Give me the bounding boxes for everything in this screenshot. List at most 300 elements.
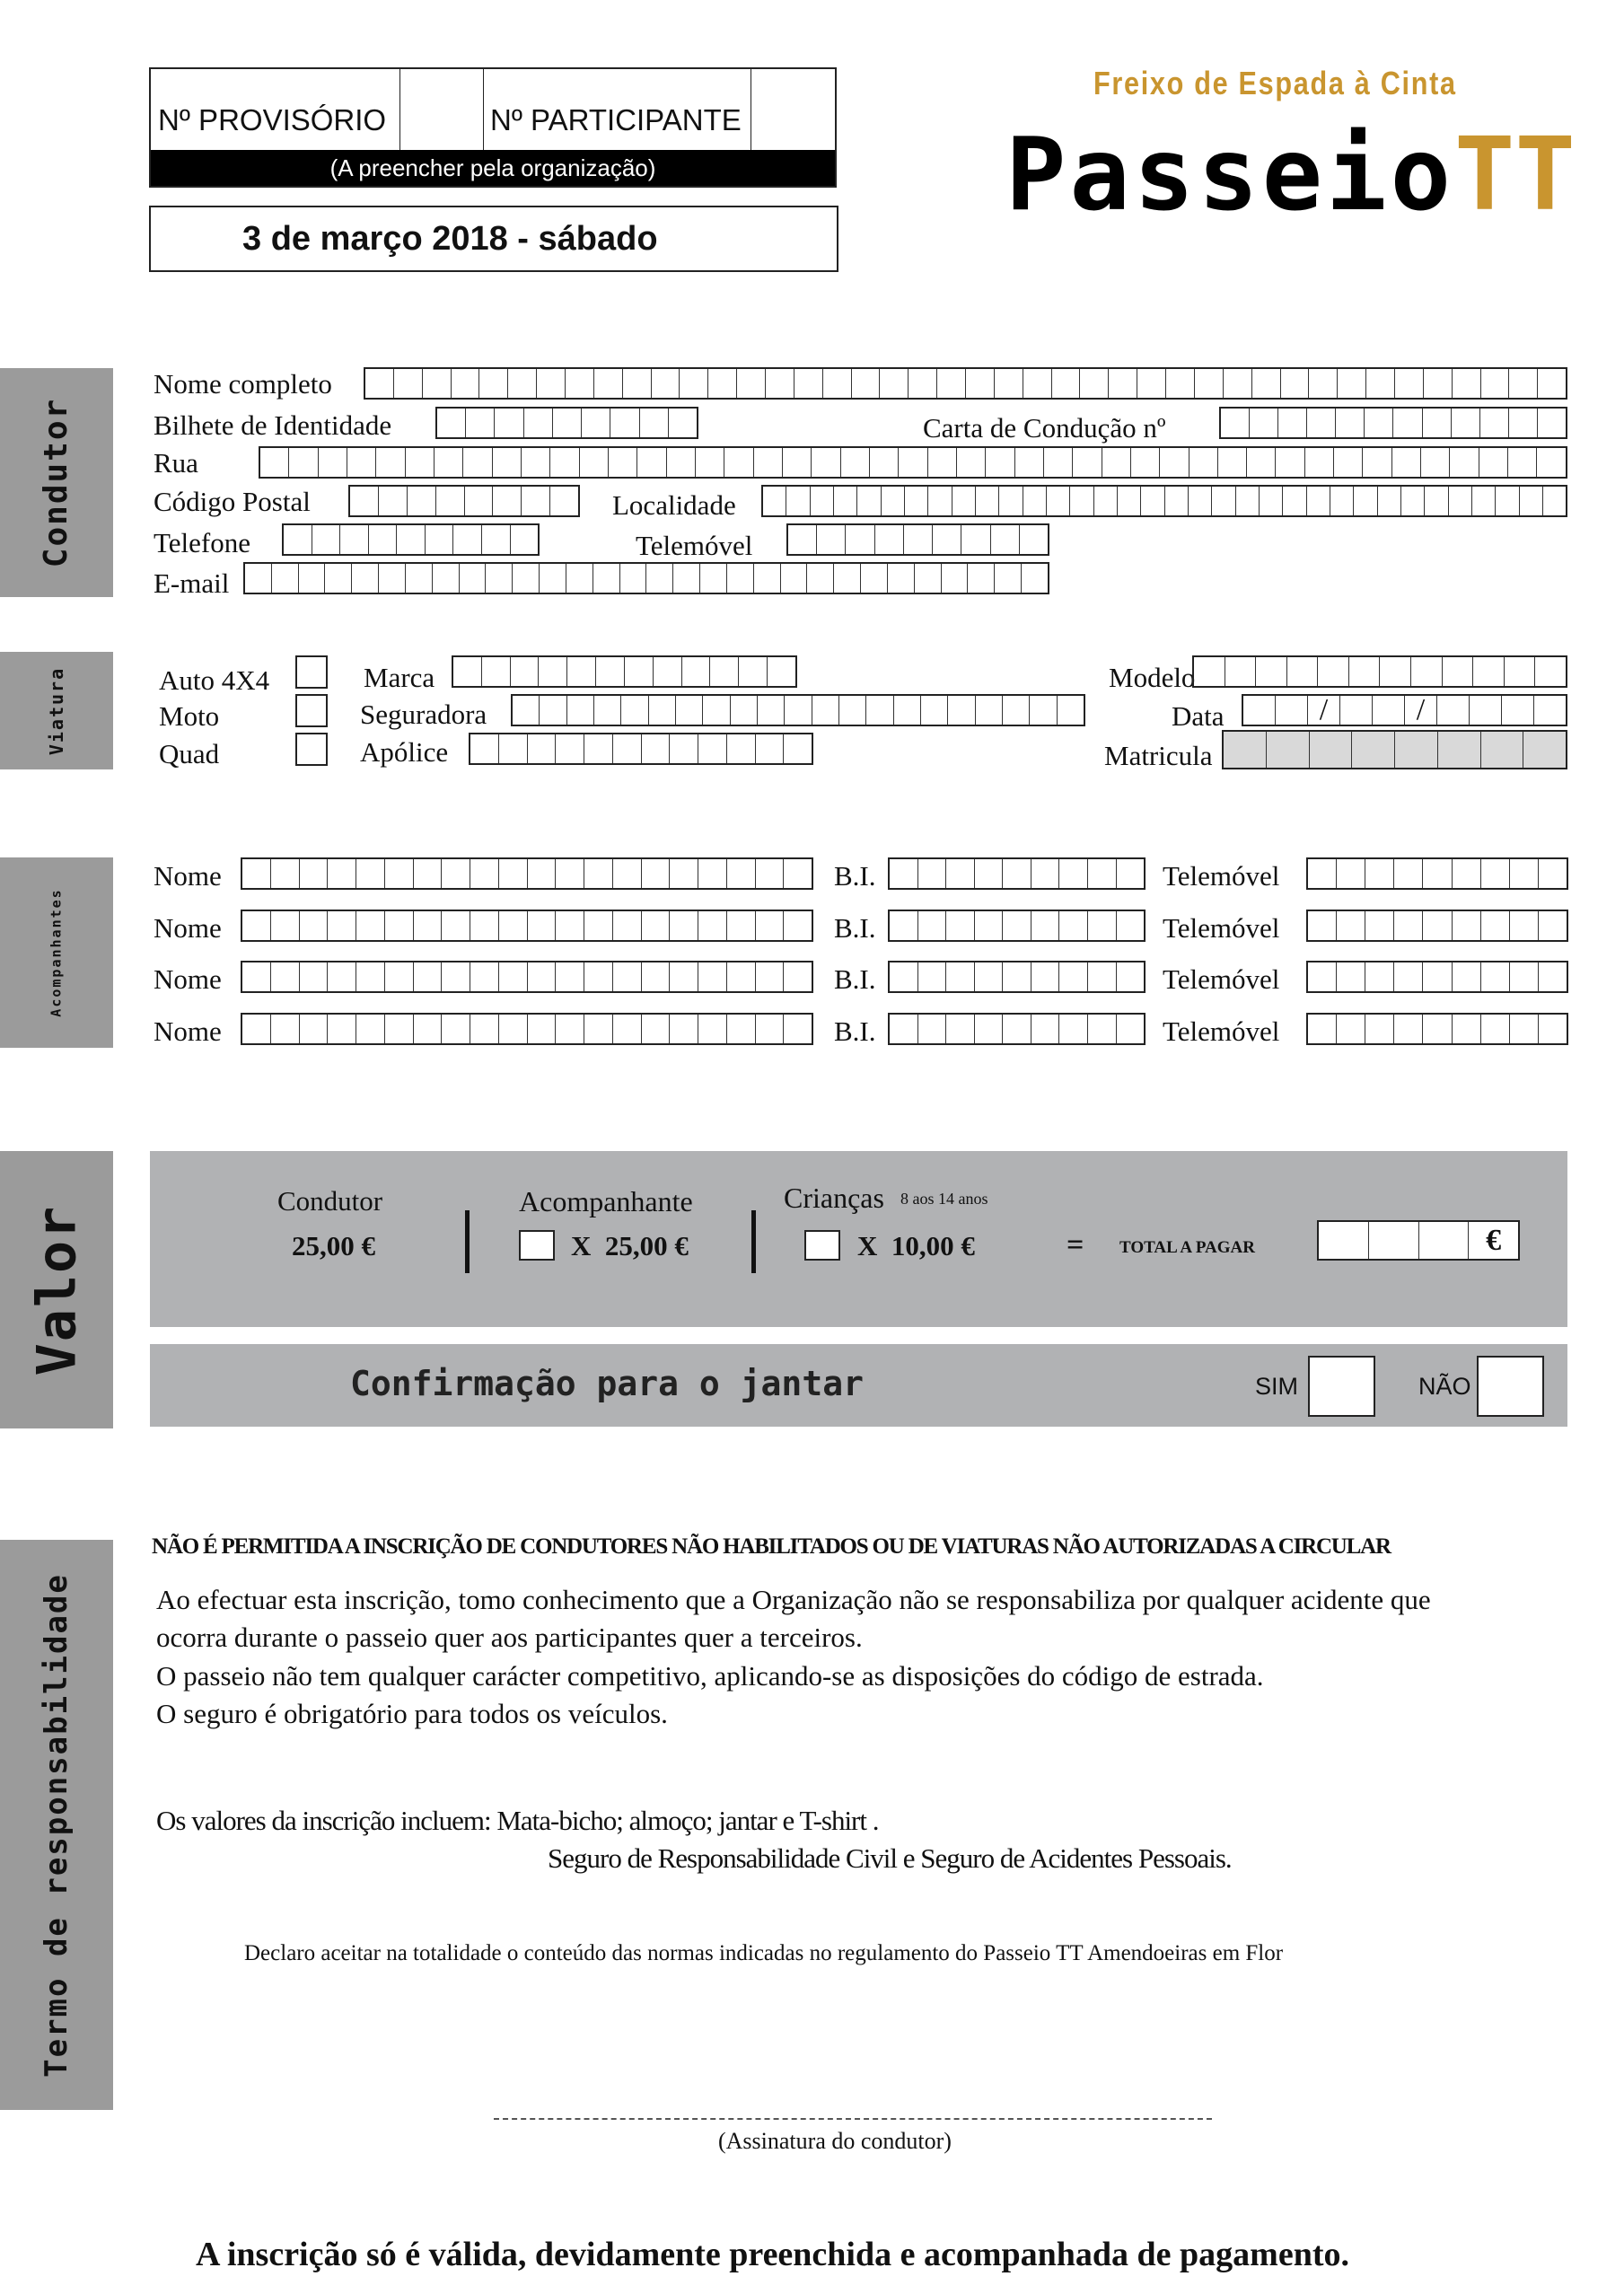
localidade-field[interactable] bbox=[761, 485, 1567, 517]
acomp-telemovel-field[interactable] bbox=[1306, 961, 1568, 993]
char-cell[interactable] bbox=[584, 1015, 613, 1043]
char-cell[interactable] bbox=[817, 525, 846, 554]
char-cell[interactable] bbox=[1535, 657, 1566, 686]
char-cell[interactable] bbox=[613, 859, 642, 888]
char-cell[interactable] bbox=[365, 369, 394, 398]
char-cell[interactable] bbox=[596, 657, 625, 686]
char-cell[interactable] bbox=[737, 369, 766, 398]
char-cell[interactable] bbox=[754, 564, 781, 593]
char-cell[interactable] bbox=[670, 911, 698, 940]
matricula-field[interactable] bbox=[1222, 730, 1567, 769]
char-cell[interactable] bbox=[470, 1015, 499, 1043]
char-cell[interactable] bbox=[642, 859, 671, 888]
char-cell[interactable] bbox=[1450, 448, 1479, 477]
char-cell[interactable] bbox=[1365, 409, 1393, 437]
char-cell[interactable] bbox=[1059, 1015, 1088, 1043]
char-cell[interactable] bbox=[811, 487, 834, 515]
char-cell[interactable] bbox=[426, 525, 454, 554]
char-cell[interactable] bbox=[433, 564, 460, 593]
char-cell[interactable] bbox=[937, 369, 966, 398]
char-cell[interactable] bbox=[1059, 962, 1088, 991]
char-cell[interactable] bbox=[621, 696, 648, 725]
char-cell[interactable] bbox=[1137, 369, 1166, 398]
char-cell[interactable] bbox=[986, 448, 1014, 477]
char-cell[interactable] bbox=[670, 1015, 698, 1043]
char-cell[interactable] bbox=[915, 564, 942, 593]
char-cell[interactable] bbox=[394, 369, 423, 398]
auto-checkbox[interactable] bbox=[295, 655, 328, 689]
char-cell[interactable] bbox=[1023, 369, 1052, 398]
char-cell[interactable] bbox=[435, 448, 463, 477]
char-cell[interactable] bbox=[1003, 1015, 1031, 1043]
char-cell[interactable] bbox=[376, 448, 405, 477]
char-cell[interactable] bbox=[436, 487, 465, 515]
char-cell[interactable] bbox=[1224, 369, 1252, 398]
jantar-sim-checkbox[interactable] bbox=[1308, 1356, 1375, 1417]
char-cell[interactable] bbox=[710, 657, 739, 686]
acomp-nome-field[interactable] bbox=[241, 1013, 813, 1045]
char-cell[interactable] bbox=[613, 734, 642, 763]
char-cell[interactable] bbox=[1340, 696, 1373, 725]
char-cell[interactable] bbox=[870, 448, 899, 477]
char-cell[interactable] bbox=[340, 525, 369, 554]
char-cell[interactable] bbox=[890, 962, 918, 991]
char-cell[interactable] bbox=[479, 369, 508, 398]
char-cell[interactable] bbox=[670, 734, 698, 763]
acomp-bi-field[interactable] bbox=[888, 910, 1146, 942]
char-cell[interactable] bbox=[1481, 859, 1510, 888]
char-cell[interactable] bbox=[857, 487, 881, 515]
char-cell[interactable] bbox=[1523, 732, 1566, 768]
char-cell[interactable] bbox=[466, 409, 495, 437]
char-cell[interactable] bbox=[696, 448, 724, 477]
char-cell[interactable] bbox=[482, 525, 511, 554]
signature-line[interactable] bbox=[494, 2118, 1212, 2120]
char-cell[interactable] bbox=[784, 1015, 812, 1043]
char-cell[interactable] bbox=[1480, 409, 1509, 437]
char-cell[interactable] bbox=[899, 448, 927, 477]
char-cell[interactable] bbox=[727, 962, 756, 991]
char-cell[interactable] bbox=[1278, 409, 1307, 437]
char-cell[interactable] bbox=[1425, 487, 1448, 515]
char-cell[interactable] bbox=[1509, 369, 1538, 398]
char-cell[interactable] bbox=[1539, 962, 1567, 991]
char-cell[interactable] bbox=[328, 962, 356, 991]
char-cell[interactable] bbox=[1308, 962, 1337, 991]
char-cell[interactable] bbox=[1194, 657, 1225, 686]
char-cell[interactable] bbox=[768, 657, 795, 686]
char-cell[interactable] bbox=[1088, 911, 1117, 940]
char-cell[interactable] bbox=[260, 448, 289, 477]
char-cell[interactable] bbox=[739, 657, 768, 686]
carta-field[interactable] bbox=[1219, 407, 1567, 439]
char-cell[interactable] bbox=[528, 1015, 557, 1043]
char-cell[interactable] bbox=[437, 409, 466, 437]
char-cell[interactable] bbox=[1117, 1015, 1145, 1043]
apolice-field[interactable] bbox=[469, 733, 813, 765]
char-cell[interactable] bbox=[1411, 657, 1443, 686]
char-cell[interactable] bbox=[1338, 369, 1366, 398]
char-cell[interactable] bbox=[1481, 911, 1510, 940]
acomp-nome-field[interactable] bbox=[241, 857, 813, 890]
char-cell[interactable] bbox=[580, 448, 609, 477]
char-cell[interactable] bbox=[784, 962, 812, 991]
char-cell[interactable] bbox=[1330, 487, 1354, 515]
char-cell[interactable] bbox=[1509, 409, 1538, 437]
char-cell[interactable] bbox=[1479, 448, 1508, 477]
char-cell[interactable] bbox=[550, 487, 578, 515]
char-cell[interactable] bbox=[1453, 911, 1481, 940]
char-cell[interactable] bbox=[1394, 962, 1423, 991]
char-cell[interactable] bbox=[952, 487, 976, 515]
char-cell[interactable] bbox=[890, 911, 918, 940]
char-cell[interactable] bbox=[1470, 696, 1502, 725]
char-cell[interactable] bbox=[356, 1015, 385, 1043]
char-cell[interactable] bbox=[823, 369, 852, 398]
char-cell[interactable] bbox=[1401, 487, 1425, 515]
char-cell[interactable] bbox=[242, 1015, 271, 1043]
char-cell[interactable] bbox=[654, 657, 682, 686]
char-cell[interactable] bbox=[442, 1015, 470, 1043]
char-cell[interactable] bbox=[1276, 448, 1304, 477]
char-cell[interactable] bbox=[1003, 911, 1031, 940]
char-cell[interactable] bbox=[1369, 1222, 1419, 1259]
char-cell[interactable] bbox=[812, 696, 839, 725]
char-cell[interactable] bbox=[841, 448, 870, 477]
char-cell[interactable] bbox=[1380, 657, 1411, 686]
char-cell[interactable] bbox=[495, 409, 523, 437]
char-cell[interactable] bbox=[1260, 487, 1283, 515]
char-cell[interactable] bbox=[783, 448, 812, 477]
char-cell[interactable] bbox=[1307, 487, 1330, 515]
char-cell[interactable] bbox=[785, 696, 812, 725]
char-cell[interactable] bbox=[350, 487, 379, 515]
char-cell[interactable] bbox=[834, 564, 861, 593]
char-cell[interactable] bbox=[1502, 696, 1534, 725]
char-cell[interactable] bbox=[784, 734, 812, 763]
char-cell[interactable] bbox=[1044, 448, 1073, 477]
char-cell[interactable] bbox=[1437, 696, 1470, 725]
nome-completo-field[interactable] bbox=[364, 367, 1567, 400]
char-cell[interactable] bbox=[1538, 369, 1566, 398]
acomp-nome-field[interactable] bbox=[241, 961, 813, 993]
char-cell[interactable] bbox=[594, 369, 623, 398]
char-cell[interactable] bbox=[1337, 1015, 1365, 1043]
char-cell[interactable] bbox=[673, 564, 700, 593]
char-cell[interactable] bbox=[1496, 487, 1519, 515]
char-cell[interactable] bbox=[511, 525, 539, 554]
char-cell[interactable] bbox=[593, 564, 620, 593]
char-cell[interactable] bbox=[540, 696, 566, 725]
char-cell[interactable] bbox=[918, 911, 947, 940]
char-cell[interactable] bbox=[356, 962, 385, 991]
char-cell[interactable] bbox=[1393, 409, 1422, 437]
char-cell[interactable] bbox=[1505, 657, 1536, 686]
char-cell[interactable] bbox=[1395, 369, 1424, 398]
acomp-qty-box[interactable] bbox=[519, 1230, 555, 1261]
char-cell[interactable] bbox=[1395, 732, 1438, 768]
marca-field[interactable] bbox=[452, 655, 797, 688]
char-cell[interactable] bbox=[1510, 911, 1539, 940]
char-cell[interactable] bbox=[1423, 1015, 1452, 1043]
char-cell[interactable] bbox=[756, 734, 785, 763]
char-cell[interactable] bbox=[300, 911, 329, 940]
data-field[interactable] bbox=[1242, 694, 1567, 726]
char-cell[interactable] bbox=[453, 657, 482, 686]
char-cell[interactable] bbox=[312, 525, 341, 554]
char-cell[interactable] bbox=[727, 734, 756, 763]
char-cell[interactable] bbox=[271, 859, 300, 888]
char-cell[interactable] bbox=[1423, 859, 1452, 888]
char-cell[interactable] bbox=[556, 859, 584, 888]
char-cell[interactable] bbox=[1059, 859, 1088, 888]
char-cell[interactable] bbox=[667, 448, 696, 477]
char-cell[interactable] bbox=[1250, 409, 1278, 437]
char-cell[interactable] bbox=[1276, 696, 1308, 725]
char-cell[interactable] bbox=[325, 564, 352, 593]
char-cell[interactable] bbox=[909, 369, 937, 398]
char-cell[interactable] bbox=[566, 564, 593, 593]
char-cell[interactable] bbox=[1247, 448, 1276, 477]
char-cell[interactable] bbox=[1438, 732, 1481, 768]
acomp-bi-field[interactable] bbox=[888, 857, 1146, 890]
char-cell[interactable] bbox=[567, 657, 596, 686]
char-cell[interactable] bbox=[976, 696, 1003, 725]
char-cell[interactable] bbox=[700, 564, 727, 593]
char-cell[interactable] bbox=[553, 409, 582, 437]
char-cell[interactable] bbox=[1141, 487, 1164, 515]
char-cell[interactable] bbox=[528, 962, 557, 991]
char-cell[interactable] bbox=[1510, 1015, 1539, 1043]
char-cell[interactable] bbox=[1015, 448, 1044, 477]
char-cell[interactable] bbox=[1117, 962, 1145, 991]
char-cell[interactable] bbox=[727, 911, 756, 940]
char-cell[interactable] bbox=[946, 1015, 975, 1043]
char-cell[interactable] bbox=[513, 564, 540, 593]
char-cell[interactable] bbox=[1287, 657, 1319, 686]
char-cell[interactable] bbox=[875, 525, 904, 554]
char-cell[interactable] bbox=[1449, 487, 1472, 515]
acomp-telemovel-field[interactable] bbox=[1306, 910, 1568, 942]
codigo-postal-field[interactable] bbox=[348, 485, 580, 517]
char-cell[interactable] bbox=[1453, 962, 1481, 991]
char-cell[interactable] bbox=[1236, 487, 1260, 515]
char-cell[interactable] bbox=[1537, 448, 1565, 477]
char-cell[interactable] bbox=[1443, 657, 1474, 686]
char-cell[interactable] bbox=[1539, 911, 1567, 940]
char-cell[interactable] bbox=[1365, 859, 1394, 888]
char-cell[interactable] bbox=[1283, 487, 1306, 515]
char-cell[interactable] bbox=[1160, 448, 1189, 477]
char-cell[interactable] bbox=[1373, 696, 1405, 725]
char-cell[interactable] bbox=[613, 962, 642, 991]
char-cell[interactable] bbox=[1481, 1015, 1510, 1043]
provisorio-field[interactable] bbox=[399, 69, 484, 150]
char-cell[interactable] bbox=[918, 962, 947, 991]
char-cell[interactable] bbox=[1453, 369, 1481, 398]
moto-checkbox[interactable] bbox=[295, 694, 328, 727]
char-cell[interactable] bbox=[1052, 369, 1081, 398]
char-cell[interactable] bbox=[852, 369, 881, 398]
char-cell[interactable] bbox=[642, 962, 671, 991]
char-cell[interactable] bbox=[991, 525, 1020, 554]
char-cell[interactable] bbox=[385, 859, 414, 888]
char-cell[interactable] bbox=[550, 448, 579, 477]
char-cell[interactable] bbox=[1281, 369, 1310, 398]
char-cell[interactable] bbox=[300, 859, 329, 888]
email-field[interactable] bbox=[243, 562, 1049, 594]
char-cell[interactable] bbox=[676, 696, 703, 725]
char-cell[interactable] bbox=[522, 448, 550, 477]
char-cell[interactable] bbox=[1221, 409, 1250, 437]
char-cell[interactable] bbox=[1453, 1015, 1481, 1043]
char-cell[interactable] bbox=[1481, 732, 1524, 768]
char-cell[interactable] bbox=[1088, 859, 1117, 888]
rua-field[interactable] bbox=[259, 446, 1567, 479]
char-cell[interactable] bbox=[1058, 696, 1084, 725]
char-cell[interactable] bbox=[271, 911, 300, 940]
char-cell[interactable] bbox=[1243, 696, 1276, 725]
char-cell[interactable] bbox=[499, 962, 528, 991]
char-cell[interactable] bbox=[905, 487, 928, 515]
char-cell[interactable] bbox=[1481, 369, 1510, 398]
char-cell[interactable] bbox=[646, 564, 673, 593]
char-cell[interactable] bbox=[1165, 487, 1189, 515]
char-cell[interactable] bbox=[966, 369, 995, 398]
char-cell[interactable] bbox=[1088, 1015, 1117, 1043]
char-cell[interactable] bbox=[788, 525, 817, 554]
char-cell[interactable] bbox=[784, 859, 812, 888]
char-cell[interactable] bbox=[1307, 409, 1336, 437]
char-cell[interactable] bbox=[460, 564, 487, 593]
char-cell[interactable] bbox=[1031, 911, 1060, 940]
char-cell[interactable] bbox=[528, 911, 557, 940]
char-cell[interactable] bbox=[1031, 859, 1060, 888]
char-cell[interactable] bbox=[999, 487, 1023, 515]
char-cell[interactable] bbox=[968, 564, 995, 593]
char-cell[interactable] bbox=[486, 564, 513, 593]
char-cell[interactable] bbox=[1337, 859, 1365, 888]
char-cell[interactable] bbox=[369, 525, 398, 554]
char-cell[interactable] bbox=[1080, 369, 1109, 398]
char-cell[interactable] bbox=[1349, 657, 1381, 686]
char-cell[interactable] bbox=[642, 1015, 671, 1043]
char-cell[interactable] bbox=[245, 564, 272, 593]
char-cell[interactable] bbox=[1472, 487, 1496, 515]
char-cell[interactable] bbox=[807, 564, 834, 593]
char-cell[interactable] bbox=[1394, 859, 1423, 888]
char-cell[interactable] bbox=[682, 657, 711, 686]
char-cell[interactable] bbox=[957, 448, 986, 477]
char-cell[interactable] bbox=[499, 911, 528, 940]
char-cell[interactable] bbox=[1419, 1222, 1470, 1259]
bi-field[interactable] bbox=[435, 407, 698, 439]
char-cell[interactable] bbox=[582, 409, 610, 437]
char-cell[interactable] bbox=[1059, 911, 1088, 940]
char-cell[interactable] bbox=[470, 734, 499, 763]
char-cell[interactable] bbox=[272, 564, 299, 593]
char-cell[interactable] bbox=[758, 696, 785, 725]
char-cell[interactable] bbox=[1308, 1015, 1337, 1043]
char-cell[interactable] bbox=[890, 859, 918, 888]
char-cell[interactable] bbox=[465, 487, 494, 515]
char-cell[interactable] bbox=[724, 448, 753, 477]
char-cell[interactable] bbox=[442, 859, 470, 888]
char-cell[interactable] bbox=[680, 369, 708, 398]
char-cell[interactable] bbox=[1539, 859, 1567, 888]
char-cell[interactable] bbox=[1031, 1015, 1060, 1043]
char-cell[interactable] bbox=[1473, 657, 1505, 686]
char-cell[interactable] bbox=[946, 911, 975, 940]
char-cell[interactable] bbox=[1366, 369, 1395, 398]
char-cell[interactable] bbox=[300, 962, 329, 991]
char-cell[interactable] bbox=[1267, 732, 1310, 768]
char-cell[interactable] bbox=[1047, 487, 1070, 515]
char-cell[interactable] bbox=[698, 734, 727, 763]
char-cell[interactable] bbox=[975, 911, 1004, 940]
char-cell[interactable] bbox=[763, 487, 786, 515]
char-cell[interactable] bbox=[470, 962, 499, 991]
char-cell[interactable] bbox=[882, 487, 905, 515]
char-cell[interactable] bbox=[731, 696, 758, 725]
char-cell[interactable] bbox=[499, 1015, 528, 1043]
char-cell[interactable] bbox=[271, 962, 300, 991]
char-cell[interactable] bbox=[708, 369, 737, 398]
char-cell[interactable] bbox=[584, 911, 613, 940]
char-cell[interactable] bbox=[300, 1015, 329, 1043]
char-cell[interactable] bbox=[975, 1015, 1004, 1043]
char-cell[interactable] bbox=[289, 448, 318, 477]
char-cell[interactable] bbox=[1520, 487, 1543, 515]
char-cell[interactable] bbox=[319, 448, 347, 477]
char-cell[interactable] bbox=[482, 657, 511, 686]
char-cell[interactable] bbox=[513, 696, 540, 725]
char-cell[interactable] bbox=[566, 369, 594, 398]
participante-field[interactable] bbox=[751, 69, 836, 150]
char-cell[interactable] bbox=[511, 657, 540, 686]
char-cell[interactable] bbox=[1218, 448, 1247, 477]
total-field[interactable] bbox=[1317, 1220, 1520, 1261]
char-cell[interactable] bbox=[995, 564, 1022, 593]
char-cell[interactable] bbox=[1023, 487, 1047, 515]
char-cell[interactable] bbox=[756, 911, 785, 940]
char-cell[interactable] bbox=[1117, 911, 1145, 940]
char-cell[interactable] bbox=[756, 962, 785, 991]
char-cell[interactable] bbox=[1365, 962, 1394, 991]
char-cell[interactable] bbox=[1538, 409, 1566, 437]
char-cell[interactable] bbox=[1423, 409, 1452, 437]
char-cell[interactable] bbox=[1310, 732, 1353, 768]
char-cell[interactable] bbox=[1424, 369, 1453, 398]
jantar-nao-checkbox[interactable] bbox=[1477, 1356, 1544, 1417]
char-cell[interactable] bbox=[452, 369, 480, 398]
char-cell[interactable] bbox=[584, 859, 613, 888]
char-cell[interactable] bbox=[584, 962, 613, 991]
char-cell[interactable] bbox=[1365, 911, 1394, 940]
char-cell[interactable] bbox=[528, 859, 557, 888]
char-cell[interactable] bbox=[328, 911, 356, 940]
char-cell[interactable] bbox=[1225, 657, 1257, 686]
char-cell[interactable] bbox=[528, 734, 557, 763]
char-cell[interactable] bbox=[328, 859, 356, 888]
char-cell[interactable] bbox=[698, 962, 727, 991]
char-cell[interactable] bbox=[942, 564, 969, 593]
char-cell[interactable] bbox=[352, 564, 379, 593]
char-cell[interactable] bbox=[670, 962, 698, 991]
char-cell[interactable] bbox=[1102, 448, 1131, 477]
char-cell[interactable] bbox=[754, 448, 783, 477]
char-cell[interactable] bbox=[271, 1015, 300, 1043]
